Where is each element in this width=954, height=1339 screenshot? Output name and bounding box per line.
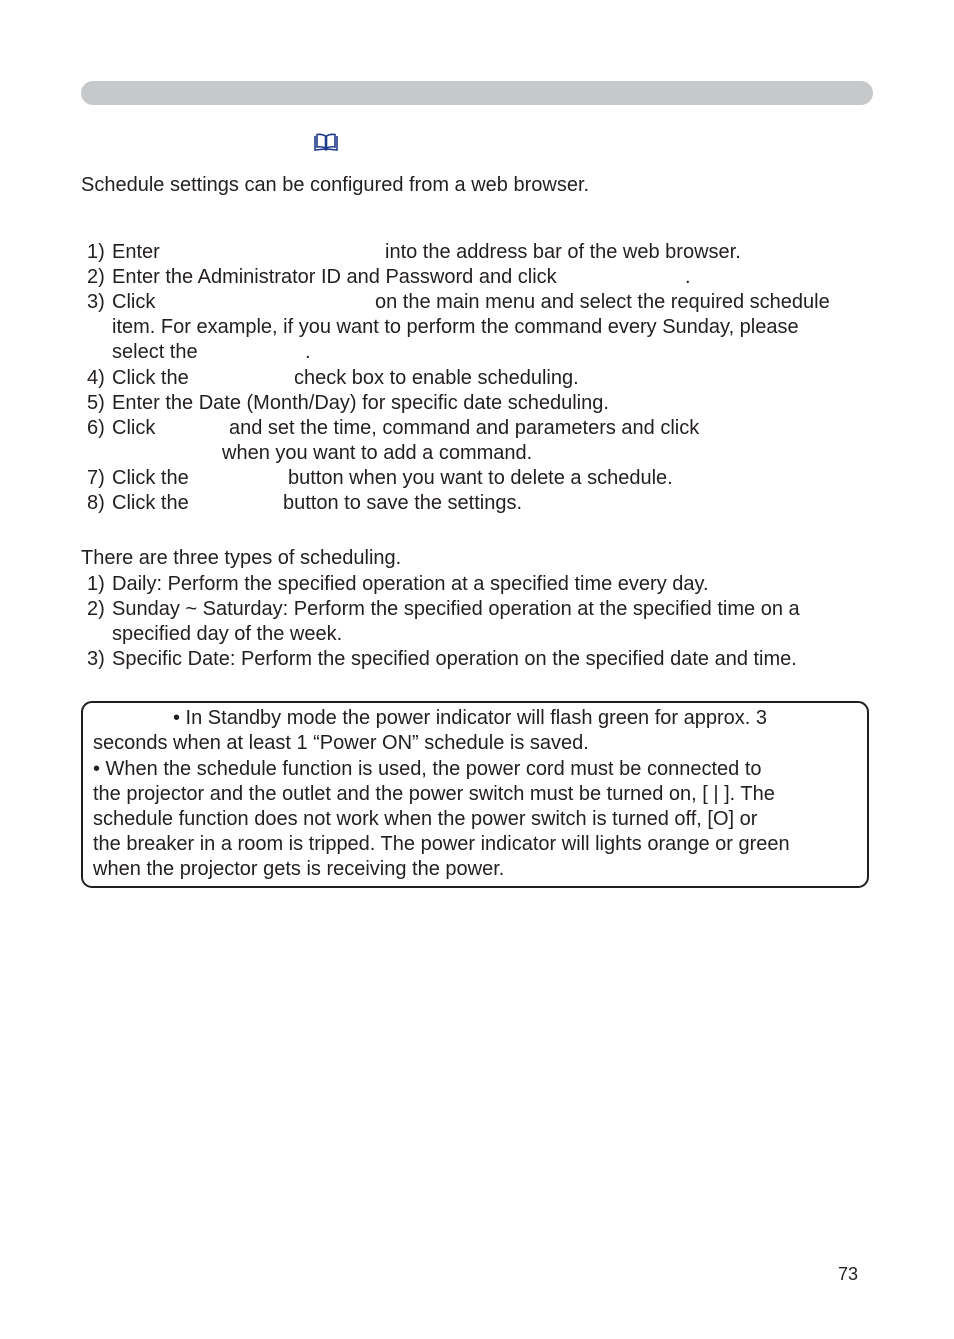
note-line: the breaker in a room is tripped. The power indicator will lights orange or green [93,833,790,855]
step-text: on the main menu and select the required schedule [375,291,830,313]
page-number: 73 [838,1264,859,1284]
step-text: Click the [112,367,189,389]
note-line: • In Standby mode the power indicator will flash green for approx. 3 [173,707,767,729]
step-text: Enter the Administrator ID and Password and click [112,266,557,288]
note-line: seconds when at least 1 “Power ON” schedule is saved. [93,732,589,754]
types-intro: There are three types of scheduling. [81,547,402,569]
note-line: the projector and the outlet and the power switch must be turned on, [ | ]. The [93,783,775,805]
type-number: 2) [87,598,105,620]
note-line: when the projector gets is receiving the power. [93,858,505,880]
type-text: specified day of the week. [112,623,343,645]
type-text: Sunday ~ Saturday: Perform the specified operation at the specified time on a [112,598,800,620]
type-text: Daily: Perform the specified operation at a specified time every day. [112,573,709,595]
step-text: into the address bar of the web browser. [385,241,741,263]
step-text: button when you want to delete a schedule. [288,467,673,489]
step-text: when you want to add a command. [222,442,533,464]
step-text: check box to enable scheduling. [294,367,579,389]
step-number: 4) [87,367,105,389]
step-text: . [305,341,311,363]
step-text: Click the [112,467,189,489]
step-text: Click [112,417,156,439]
step-text: item. For example, if you want to perform the command every Sunday, please [112,316,799,338]
step-text: button to save the settings. [283,492,523,514]
step-number: 6) [87,417,105,439]
step-text: and set the time, command and parameters and click [229,417,700,439]
step-number: 3) [87,291,105,313]
step-text: select the [112,341,198,363]
intro-text: Schedule settings can be configured from a web browser. [81,174,590,196]
step-number: 8) [87,492,105,514]
type-number: 1) [87,573,105,595]
step-text: Enter the Date (Month/Day) for specific date scheduling. [112,392,609,414]
type-text: Specific Date: Perform the specified operation on the specified date and time. [112,648,797,670]
step-text: Enter [112,241,160,263]
note-line: schedule function does not work when the power switch is turned off, [O] or [93,808,758,830]
step-number: 1) [87,241,105,263]
book-icon [313,132,339,152]
type-number: 3) [87,648,105,670]
section-header-bar [81,81,873,105]
step-text: . [685,266,691,288]
step-number: 5) [87,392,105,414]
step-number: 7) [87,467,105,489]
step-number: 2) [87,266,105,288]
step-text: Click the [112,492,189,514]
step-text: Click [112,291,156,313]
note-line: • When the schedule function is used, the power cord must be connected to [93,758,762,780]
